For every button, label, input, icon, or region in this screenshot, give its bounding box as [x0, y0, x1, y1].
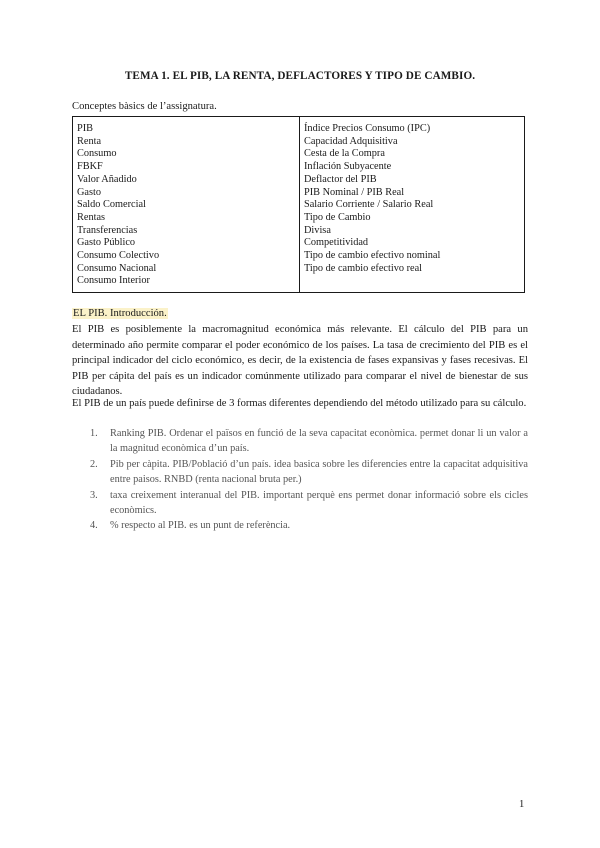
- page-number: 1: [519, 799, 525, 810]
- concept-item: Rentas: [77, 211, 106, 223]
- concept-item: Cesta de la Compra: [304, 148, 385, 160]
- list-item: [90, 488, 528, 519]
- concept-item: Transferencias: [77, 224, 138, 236]
- concepts-right-column: [304, 123, 440, 275]
- concept-item: Competitividad: [304, 237, 369, 249]
- list-item: [90, 457, 528, 488]
- concept-item: Tipo de cambio efectivo nominal: [304, 250, 441, 262]
- concept-item: Tipo de cambio efectivo real: [304, 262, 422, 274]
- concept-item: Gasto: [77, 186, 102, 198]
- concept-item: FBKF: [77, 161, 103, 173]
- concept-item: Tipo de Cambio: [304, 211, 371, 223]
- section-heading: EL PIB. Introducción.: [73, 308, 167, 319]
- list-item: [90, 518, 528, 533]
- concept-item: PIB Nominal / PIB Real: [304, 186, 405, 198]
- list-number: 4.: [90, 520, 98, 532]
- concept-item: PIB: [77, 123, 94, 134]
- concept-item: Gasto Público: [77, 237, 136, 249]
- concept-item: Saldo Comercial: [77, 199, 146, 211]
- methods-list: [90, 426, 528, 534]
- list-number: 1.: [90, 428, 98, 439]
- document-title: TEMA 1. EL PIB, LA RENTA, DEFLACTORES Y TIPO DE CAMBIO.: [124, 70, 476, 82]
- concepts-left-column: [77, 123, 159, 288]
- list-text: Ranking PIB. Ordenar el països en funció de la seva capacitat econòmica. permet donar li un valor a la magnitud econòmica d’un país.: [110, 428, 528, 455]
- concept-item: Capacidad Adquisitiva: [304, 135, 398, 147]
- concept-item: Salario Corriente / Salario Real: [304, 199, 434, 211]
- concept-item: Valor Añadido: [77, 173, 137, 185]
- list-text: Pib per càpita. PIB/Població d’un país. idea basica sobre les diferencies entre la capacitat adquisitiva entre paisos. RNBD (renta nacional bruta per.): [110, 458, 528, 486]
- concepts-table: [72, 116, 525, 293]
- concept-item: Renta: [77, 135, 102, 147]
- concepts-intro: Conceptes bàsics de l’assignatura.: [72, 101, 217, 112]
- concept-item: Consumo Interior: [77, 275, 150, 287]
- concept-item: Divisa: [304, 224, 331, 236]
- concept-item: Consumo Nacional: [77, 262, 157, 274]
- table-column-divider: [299, 117, 300, 292]
- intro-paragraph: El PIB es posiblemente la macromagnitud económica más relevante. El cálculo del PIB para un determinado año permite comparar el poder económico de los países. La tasa de crecimiento del PIB es el principal indicador del ciclo económico, es decir, de la existencia de fases expansivas y fases recesivas. El PIB per cápita del país es un indicador comúnmente utilizado para comparar el nivel de bienestar de sus ciudadanos.: [72, 324, 528, 398]
- list-number: 3.: [90, 489, 98, 501]
- concept-item: Inflación Subyacente: [304, 161, 392, 173]
- concept-item: Índice Precios Consumo (IPC): [304, 123, 431, 134]
- list-number: 2.: [90, 458, 98, 470]
- concept-item: Deflactor del PIB: [304, 173, 377, 185]
- list-text: % respecto al PIB. es un punt de referència.: [110, 520, 291, 532]
- list-item: [90, 426, 528, 457]
- list-text: taxa creixement interanual del PIB. important perquè ens permet donar informació sobre els cicles econòmics.: [110, 489, 528, 517]
- concept-item: Consumo: [77, 148, 117, 160]
- concept-item: Consumo Colectivo: [77, 250, 160, 262]
- definition-paragraph: El PIB de un país puede definirse de 3 formas diferentes dependiendo del método utilizado para su cálculo.: [72, 398, 527, 409]
